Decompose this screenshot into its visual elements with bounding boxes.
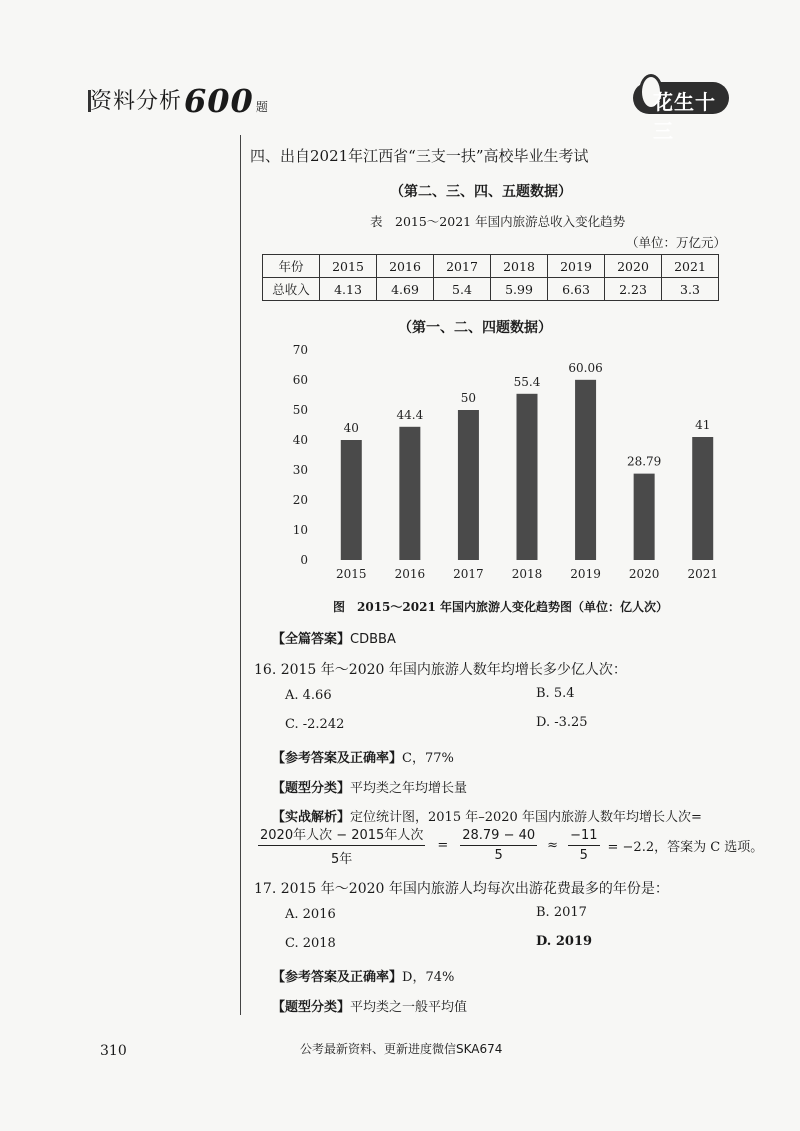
- formula-equals: =: [437, 838, 449, 853]
- logo: [633, 78, 733, 143]
- table-header-label: 年份: [263, 255, 320, 278]
- formula-numerator: 2020年人次 − 2015年人次: [258, 824, 425, 846]
- tourist-bar-chart: [270, 338, 740, 588]
- table-row-label: 总收入: [263, 278, 320, 301]
- formula-fraction: [568, 828, 599, 863]
- bar-value-label: 44.4: [396, 407, 424, 422]
- q16-type-value: 平均类之年均增长量: [350, 781, 468, 796]
- table-caption: 表 2015～2021 年国内旅游总收入变化趋势: [370, 214, 626, 229]
- table-year: 2021: [662, 255, 719, 278]
- q16-formula: [254, 824, 763, 867]
- y-tick-label: 20: [292, 493, 308, 507]
- formula-result: = −2.2，答案为 C 选项。: [607, 840, 764, 855]
- q16-analysis-text: 定位统计图，2015 年–2020 年国内旅游人数年均增长人次=: [350, 810, 702, 825]
- table-year: 2018: [491, 255, 548, 278]
- bar-value-label: 55.4: [513, 374, 541, 389]
- y-tick-label: 50: [292, 403, 308, 417]
- bar-value-label: 41: [695, 418, 711, 432]
- formula-denominator: 5: [494, 848, 503, 863]
- bar: [517, 394, 538, 560]
- q16-option-d: D. -3.25: [536, 715, 588, 730]
- bar-value-label: 28.79: [626, 454, 662, 469]
- income-table: [262, 254, 719, 301]
- y-tick-label: 60: [292, 373, 308, 387]
- bar-value-label: 50: [460, 391, 477, 405]
- q16-ref: [272, 747, 454, 766]
- bar: [692, 437, 713, 560]
- y-tick-label: 10: [292, 523, 308, 537]
- section-title: 四、出自2021年江西省“三支一扶”高校毕业生考试: [250, 147, 589, 165]
- x-tick-label: 2017: [453, 567, 484, 581]
- q17-ref: [272, 966, 454, 985]
- bar: [575, 380, 596, 560]
- q17-type: [272, 996, 467, 1015]
- formula-fraction: [258, 824, 425, 867]
- x-tick-label: 2019: [570, 567, 601, 581]
- brand-title-text: 资料分析: [90, 89, 183, 114]
- brand-title: [90, 82, 269, 120]
- q17-ref-label: 【参考答案及正确率】: [272, 970, 403, 985]
- bar: [458, 410, 479, 560]
- q17-option-b: B. 2017: [536, 905, 587, 920]
- page-number: 310: [100, 1043, 127, 1059]
- q16-analysis-label: 【实战解析】: [272, 810, 351, 825]
- footer-note: 公考最新资料、更新进度微信SKA674: [300, 1042, 503, 1056]
- table-value: 5.4: [434, 278, 491, 301]
- y-tick-label: 70: [292, 343, 308, 357]
- table-row: [263, 278, 719, 301]
- q16-type: [272, 777, 467, 796]
- brand-suffix: 题: [255, 100, 269, 114]
- x-tick-label: 2016: [394, 567, 426, 581]
- y-tick-label: 0: [300, 553, 308, 567]
- formula-denominator: 5年: [331, 852, 353, 867]
- logo-text: 花生十三: [653, 90, 716, 143]
- x-tick-label: 2021: [687, 567, 718, 581]
- q17-type-value: 平均类之一般平均值: [350, 1000, 468, 1015]
- x-tick-label: 2018: [511, 567, 543, 581]
- x-tick-label: 2020: [628, 567, 660, 581]
- formula-fraction: [460, 828, 537, 863]
- q16-ref-value: C，77%: [402, 751, 454, 766]
- table-row: [263, 255, 719, 278]
- q17-stem: 17. 2015 年～2020 年国内旅游人均每次出游花费最多的年份是：: [254, 881, 669, 897]
- brand-number: 600: [184, 82, 254, 120]
- q17-type-label: 【题型分类】: [272, 1000, 351, 1015]
- y-tick-label: 30: [292, 463, 308, 477]
- bar-value-label: 60.06: [568, 360, 603, 375]
- all-answers-label: 【全篇答案】: [272, 632, 351, 647]
- table-value: 4.69: [377, 278, 434, 301]
- formula-denominator: 5: [579, 848, 588, 863]
- table-year: 2020: [605, 255, 662, 278]
- margin-line: [240, 135, 241, 1015]
- q16-option-b: B. 5.4: [536, 686, 575, 701]
- formula-numerator: −11: [568, 828, 599, 846]
- all-answers-value: CDBBA: [350, 632, 396, 647]
- table-value: 4.13: [320, 278, 377, 301]
- q16-option-a: A. 4.66: [285, 688, 332, 703]
- chart-caption: 图 2015～2021 年国内旅游人变化趋势图（单位：亿人次）: [333, 600, 668, 614]
- table-year: 2017: [434, 255, 491, 278]
- bar-value-label: 40: [343, 421, 359, 435]
- q16-option-c: C. -2.242: [285, 717, 345, 732]
- table-value: 5.99: [491, 278, 548, 301]
- bar: [399, 427, 420, 560]
- table-value: 6.63: [548, 278, 605, 301]
- q16-type-label: 【题型分类】: [272, 781, 351, 796]
- formula-numerator: 28.79 − 40: [460, 828, 537, 846]
- bar: [341, 440, 362, 560]
- all-answers: [272, 628, 396, 647]
- table-unit: （单位：万亿元）: [626, 235, 727, 250]
- table-year: 2015: [320, 255, 377, 278]
- table-year: 2019: [548, 255, 605, 278]
- q17-ref-value: D，74%: [402, 970, 455, 985]
- formula-approx: ≈: [547, 838, 559, 853]
- table-note: （第二、三、四、五题数据）: [390, 184, 572, 200]
- chart-note: （第一、二、四题数据）: [398, 320, 552, 336]
- table-value: 3.3: [662, 278, 719, 301]
- x-tick-label: 2015: [336, 567, 367, 581]
- q16-ref-label: 【参考答案及正确率】: [272, 751, 403, 766]
- q16-analysis: [272, 806, 702, 825]
- q17-option-d: D. 2019: [536, 934, 593, 949]
- table-year: 2016: [377, 255, 434, 278]
- bar: [634, 474, 655, 560]
- y-tick-label: 40: [292, 433, 308, 447]
- q17-option-a: A. 2016: [285, 907, 336, 922]
- q17-option-c: C. 2018: [285, 936, 336, 951]
- q16-stem: 16. 2015 年～2020 年国内旅游人数年均增长多少亿人次：: [254, 662, 627, 678]
- table-value: 2.23: [605, 278, 662, 301]
